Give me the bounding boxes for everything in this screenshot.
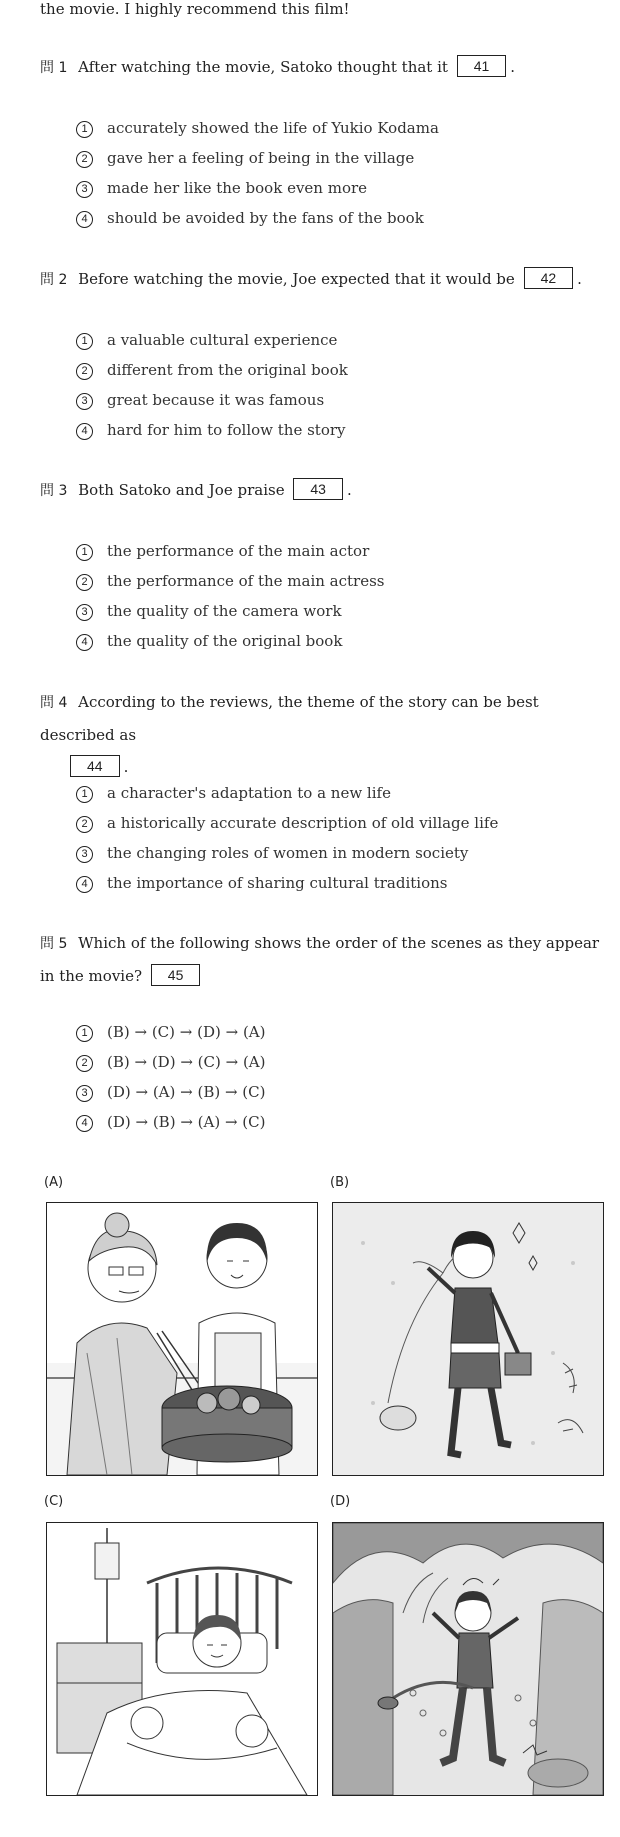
options-q3 bbox=[76, 536, 385, 656]
question-stem: After watching the movie, Satoko thought that it bbox=[78, 58, 448, 76]
option-number: 4 bbox=[76, 1115, 93, 1132]
option-number: 1 bbox=[76, 544, 93, 561]
option-number: 4 bbox=[76, 423, 93, 440]
option[interactable] bbox=[76, 325, 348, 355]
answer-box: 44 bbox=[70, 755, 120, 777]
option[interactable] bbox=[76, 536, 385, 566]
options-q5 bbox=[76, 1017, 266, 1137]
stem-end: . bbox=[346, 481, 352, 499]
option[interactable] bbox=[76, 838, 498, 868]
question-number: 問 4 bbox=[40, 695, 68, 711]
question-stem: According to the reviews, the theme of the story can be best described as bbox=[40, 693, 539, 744]
option[interactable] bbox=[76, 203, 439, 233]
question-stem: Before watching the movie, Joe expected that it would be bbox=[78, 270, 515, 288]
option-number: 4 bbox=[76, 634, 93, 651]
option-number: 3 bbox=[76, 393, 93, 410]
scene-illustration-b bbox=[332, 1202, 604, 1476]
option-text: a historically accurate description of old village life bbox=[107, 814, 499, 832]
options-q2 bbox=[76, 325, 348, 445]
option[interactable] bbox=[76, 355, 348, 385]
option-number: 4 bbox=[76, 211, 93, 228]
option[interactable] bbox=[76, 868, 498, 898]
option[interactable] bbox=[76, 778, 498, 808]
scene-label-a: (A) bbox=[44, 1175, 64, 1190]
option-number: 4 bbox=[76, 876, 93, 893]
option[interactable] bbox=[76, 626, 385, 656]
option-number: 3 bbox=[76, 846, 93, 863]
option-text: should be avoided by the fans of the book bbox=[107, 209, 424, 227]
option[interactable] bbox=[76, 385, 348, 415]
options-q4 bbox=[76, 778, 498, 898]
option-number: 1 bbox=[76, 121, 93, 138]
option-text: different from the original book bbox=[107, 361, 348, 379]
scene-label-b: (B) bbox=[330, 1175, 350, 1190]
option[interactable] bbox=[76, 415, 348, 445]
option-number: 1 bbox=[76, 333, 93, 350]
option-number: 1 bbox=[76, 786, 93, 803]
option-text: (B) → (C) → (D) → (A) bbox=[107, 1023, 266, 1041]
answer-box: 41 bbox=[457, 55, 507, 77]
option-number: 2 bbox=[76, 1055, 93, 1072]
option-text: (B) → (D) → (C) → (A) bbox=[107, 1053, 266, 1071]
option-number: 2 bbox=[76, 816, 93, 833]
option-number: 3 bbox=[76, 604, 93, 621]
scene-illustration-d bbox=[332, 1522, 604, 1796]
answer-box: 43 bbox=[293, 478, 343, 500]
option-number: 2 bbox=[76, 151, 93, 168]
option-number: 2 bbox=[76, 574, 93, 591]
scene-label-d: (D) bbox=[330, 1494, 351, 1509]
option[interactable] bbox=[76, 596, 385, 626]
stem-end: . bbox=[123, 758, 129, 776]
question-number: 問 1 bbox=[40, 60, 68, 76]
option[interactable] bbox=[76, 1047, 266, 1077]
option-text: the quality of the original book bbox=[107, 632, 343, 650]
option-text: gave her a feeling of being in the village bbox=[107, 149, 415, 167]
question-4 bbox=[40, 686, 612, 783]
option-text: made her like the book even more bbox=[107, 179, 368, 197]
option[interactable] bbox=[76, 808, 498, 838]
stem-end: . bbox=[577, 270, 582, 288]
intro-line: the movie. I highly recommend this film! bbox=[40, 0, 350, 18]
scene-illustration-c bbox=[46, 1522, 318, 1796]
scene-label-c: (C) bbox=[44, 1494, 64, 1509]
option[interactable] bbox=[76, 566, 385, 596]
option-text: the performance of the main actor bbox=[107, 542, 370, 560]
option-text: the quality of the camera work bbox=[107, 602, 342, 620]
option-text: (D) → (A) → (B) → (C) bbox=[107, 1083, 266, 1101]
answer-box: 45 bbox=[151, 964, 201, 986]
option[interactable] bbox=[76, 1017, 266, 1047]
option-text: accurately showed the life of Yukio Kodama bbox=[107, 119, 439, 137]
option-text: the importance of sharing cultural traditions bbox=[107, 874, 448, 892]
question-2 bbox=[40, 263, 612, 296]
option-text: a valuable cultural experience bbox=[107, 331, 338, 349]
question-number: 問 3 bbox=[40, 483, 68, 499]
option[interactable] bbox=[76, 1077, 266, 1107]
option[interactable] bbox=[76, 1107, 266, 1137]
options-q1 bbox=[76, 113, 439, 233]
option-text: great because it was famous bbox=[107, 391, 325, 409]
option-text: a character's adaptation to a new life bbox=[107, 784, 391, 802]
question-stem: Which of the following shows the order of the scenes as they appear in the movie? bbox=[40, 934, 600, 985]
scene-illustration-a bbox=[46, 1202, 318, 1476]
question-number: 問 2 bbox=[40, 272, 68, 288]
option[interactable] bbox=[76, 143, 439, 173]
option-text: the performance of the main actress bbox=[107, 572, 385, 590]
stem-end: . bbox=[510, 58, 516, 76]
answer-box: 42 bbox=[524, 267, 574, 289]
option-text: hard for him to follow the story bbox=[107, 421, 346, 439]
question-5 bbox=[40, 927, 612, 992]
option[interactable] bbox=[76, 173, 439, 203]
question-number: 問 5 bbox=[40, 936, 68, 952]
option-text: the changing roles of women in modern society bbox=[107, 844, 469, 862]
option-number: 3 bbox=[76, 181, 93, 198]
option-number: 1 bbox=[76, 1025, 93, 1042]
question-stem: Both Satoko and Joe praise bbox=[78, 481, 285, 499]
option-text: (D) → (B) → (A) → (C) bbox=[107, 1113, 266, 1131]
option-number: 2 bbox=[76, 363, 93, 380]
option[interactable] bbox=[76, 113, 439, 143]
question-3 bbox=[40, 474, 612, 507]
option-number: 3 bbox=[76, 1085, 93, 1102]
question-1 bbox=[40, 51, 612, 84]
